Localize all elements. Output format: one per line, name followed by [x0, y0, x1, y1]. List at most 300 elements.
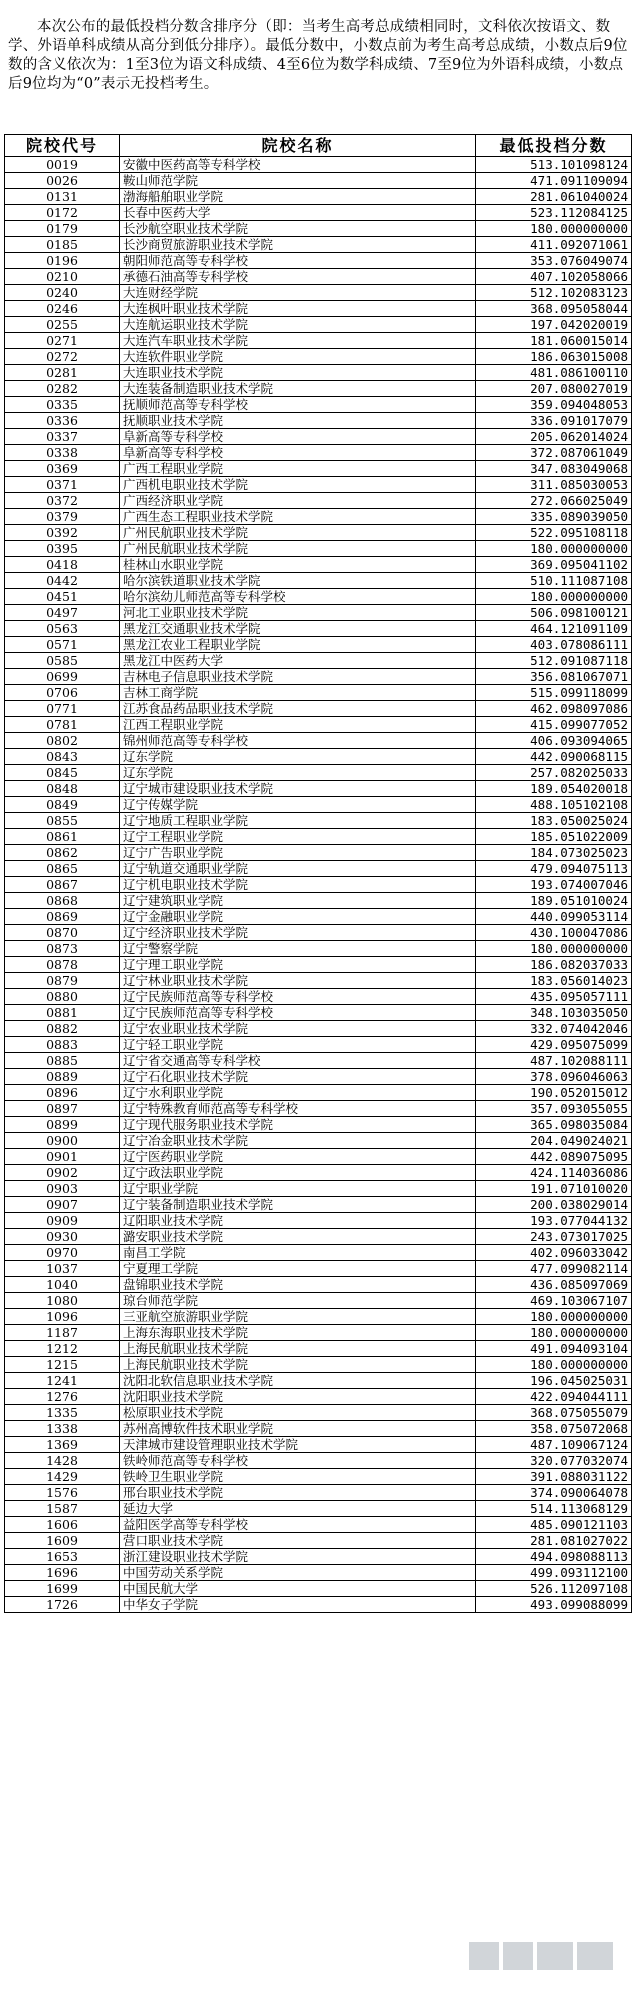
school-name-cell: 广西经济职业学院 — [120, 493, 476, 509]
min-score-cell: 488.105102108 — [476, 797, 632, 813]
school-code-cell: 0970 — [5, 1245, 120, 1261]
table-row — [5, 1149, 632, 1165]
min-score-cell: 494.098088113 — [476, 1549, 632, 1565]
school-name-cell: 吉林工商学院 — [120, 685, 476, 701]
school-name-cell: 大连枫叶职业技术学院 — [120, 301, 476, 317]
school-code-cell: 0281 — [5, 365, 120, 381]
school-code-cell: 0870 — [5, 925, 120, 941]
school-code-cell: 0338 — [5, 445, 120, 461]
school-name-cell: 辽宁装备制造职业技术学院 — [120, 1197, 476, 1213]
min-score-cell: 180.000000000 — [476, 541, 632, 557]
school-code-cell: 1241 — [5, 1373, 120, 1389]
school-code-cell: 0849 — [5, 797, 120, 813]
min-score-cell: 471.091109094 — [476, 173, 632, 189]
min-score-cell: 365.098035084 — [476, 1117, 632, 1133]
table-row — [5, 781, 632, 797]
min-score-cell: 180.000000000 — [476, 1357, 632, 1373]
table-row — [5, 493, 632, 509]
school-name-cell: 长沙商贸旅游职业技术学院 — [120, 237, 476, 253]
school-code-cell: 0282 — [5, 381, 120, 397]
min-score-cell: 411.092071061 — [476, 237, 632, 253]
school-code-cell: 0848 — [5, 781, 120, 797]
school-name-cell: 鞍山师范学院 — [120, 173, 476, 189]
min-score-cell: 207.080027019 — [476, 381, 632, 397]
min-score-cell: 378.096046063 — [476, 1069, 632, 1085]
school-name-cell: 辽宁轻工职业学院 — [120, 1037, 476, 1053]
school-name-cell: 长春中医药大学 — [120, 205, 476, 221]
school-code-cell: 0571 — [5, 637, 120, 653]
school-code-cell: 0868 — [5, 893, 120, 909]
table-row — [5, 717, 632, 733]
table-row — [5, 925, 632, 941]
school-name-cell: 吉林电子信息职业技术学院 — [120, 669, 476, 685]
school-code-cell: 1335 — [5, 1405, 120, 1421]
table-row — [5, 829, 632, 845]
min-score-cell: 257.082025033 — [476, 765, 632, 781]
min-score-cell: 514.113068129 — [476, 1501, 632, 1517]
table-row — [5, 1437, 632, 1453]
school-code-cell: 0371 — [5, 477, 120, 493]
min-score-cell: 348.103035050 — [476, 1005, 632, 1021]
school-name-cell: 辽宁林业职业技术学院 — [120, 973, 476, 989]
school-code-cell: 0395 — [5, 541, 120, 557]
school-code-cell: 0862 — [5, 845, 120, 861]
table-row — [5, 317, 632, 333]
school-code-cell: 0706 — [5, 685, 120, 701]
school-code-cell: 0563 — [5, 621, 120, 637]
school-name-cell: 南昌工学院 — [120, 1245, 476, 1261]
school-name-cell: 阜新高等专科学校 — [120, 429, 476, 445]
school-name-cell: 长沙航空职业技术学院 — [120, 221, 476, 237]
school-code-cell: 0901 — [5, 1149, 120, 1165]
min-score-cell: 429.095075099 — [476, 1037, 632, 1053]
school-code-cell: 0585 — [5, 653, 120, 669]
school-name-cell: 辽宁冶金职业技术学院 — [120, 1133, 476, 1149]
school-name-cell: 营口职业技术学院 — [120, 1533, 476, 1549]
school-code-cell: 0337 — [5, 429, 120, 445]
min-score-cell: 180.000000000 — [476, 1309, 632, 1325]
min-score-cell: 464.121091109 — [476, 621, 632, 637]
table-row — [5, 285, 632, 301]
school-name-cell: 中国民航大学 — [120, 1581, 476, 1597]
min-score-cell: 243.073017025 — [476, 1229, 632, 1245]
min-score-cell: 422.094044111 — [476, 1389, 632, 1405]
school-name-cell: 中华女子学院 — [120, 1597, 476, 1613]
min-score-cell: 477.099082114 — [476, 1261, 632, 1277]
min-score-cell: 181.060015014 — [476, 333, 632, 349]
school-name-cell: 朝阳师范高等专科学校 — [120, 253, 476, 269]
min-score-cell: 515.099118099 — [476, 685, 632, 701]
school-name-cell: 铁岭卫生职业学院 — [120, 1469, 476, 1485]
school-name-cell: 三亚航空旅游职业学院 — [120, 1309, 476, 1325]
school-name-cell: 辽宁理工职业学院 — [120, 957, 476, 973]
school-code-cell: 0392 — [5, 525, 120, 541]
table-body — [5, 157, 632, 1613]
table-row — [5, 893, 632, 909]
school-name-cell: 辽宁民族师范高等专科学校 — [120, 1005, 476, 1021]
table-row — [5, 429, 632, 445]
min-score-cell: 491.094093104 — [476, 1341, 632, 1357]
min-score-cell: 320.077032074 — [476, 1453, 632, 1469]
school-code-cell: 0336 — [5, 413, 120, 429]
school-name-cell: 渤海船舶职业学院 — [120, 189, 476, 205]
school-code-cell: 0873 — [5, 941, 120, 957]
min-score-cell: 430.100047086 — [476, 925, 632, 941]
table-row — [5, 669, 632, 685]
school-name-cell: 广西工程职业学院 — [120, 461, 476, 477]
min-score-cell: 336.091017079 — [476, 413, 632, 429]
school-name-cell: 大连职业技术学院 — [120, 365, 476, 381]
school-name-cell: 益阳医学高等专科学校 — [120, 1517, 476, 1533]
table-header-row — [5, 135, 632, 157]
table-row — [5, 941, 632, 957]
min-score-cell: 368.075055079 — [476, 1405, 632, 1421]
min-score-cell: 185.051022009 — [476, 829, 632, 845]
min-score-cell: 191.071010020 — [476, 1181, 632, 1197]
table-row — [5, 1501, 632, 1517]
school-name-cell: 辽宁轨道交通职业学院 — [120, 861, 476, 877]
table-row — [5, 1453, 632, 1469]
table-row — [5, 1405, 632, 1421]
school-name-cell: 浙江建设职业技术学院 — [120, 1549, 476, 1565]
table-row — [5, 1341, 632, 1357]
min-score-cell: 512.102083123 — [476, 285, 632, 301]
min-score-cell: 180.000000000 — [476, 1325, 632, 1341]
min-score-cell: 368.095058044 — [476, 301, 632, 317]
table-row — [5, 557, 632, 573]
school-name-cell: 阜新高等专科学校 — [120, 445, 476, 461]
school-code-cell: 0196 — [5, 253, 120, 269]
min-score-cell: 180.000000000 — [476, 589, 632, 605]
school-code-cell: 0865 — [5, 861, 120, 877]
min-score-cell: 359.094048053 — [476, 397, 632, 413]
min-score-cell: 190.052015012 — [476, 1085, 632, 1101]
school-name-cell: 大连软件职业学院 — [120, 349, 476, 365]
min-score-cell: 358.075072068 — [476, 1421, 632, 1437]
column-header-min-score: 最低投档分数 — [476, 135, 632, 157]
school-code-cell: 1212 — [5, 1341, 120, 1357]
min-score-cell: 522.095108118 — [476, 525, 632, 541]
min-score-cell: 272.066025049 — [476, 493, 632, 509]
school-code-cell: 0909 — [5, 1213, 120, 1229]
school-code-cell: 0879 — [5, 973, 120, 989]
min-score-cell: 357.093055055 — [476, 1101, 632, 1117]
school-name-cell: 辽东学院 — [120, 749, 476, 765]
min-score-cell: 523.112084125 — [476, 205, 632, 221]
school-code-cell: 0885 — [5, 1053, 120, 1069]
school-code-cell: 0699 — [5, 669, 120, 685]
school-name-cell: 辽宁广告职业学院 — [120, 845, 476, 861]
table-row — [5, 1069, 632, 1085]
min-score-cell: 183.050025024 — [476, 813, 632, 829]
school-name-cell: 延边大学 — [120, 1501, 476, 1517]
school-code-cell: 0903 — [5, 1181, 120, 1197]
table-row — [5, 1533, 632, 1549]
school-code-cell: 0272 — [5, 349, 120, 365]
min-score-cell: 180.000000000 — [476, 221, 632, 237]
min-score-cell: 424.114036086 — [476, 1165, 632, 1181]
table-row — [5, 1469, 632, 1485]
school-name-cell: 宁夏理工学院 — [120, 1261, 476, 1277]
table-row — [5, 381, 632, 397]
school-name-cell: 盘锦职业技术学院 — [120, 1277, 476, 1293]
school-code-cell: 0930 — [5, 1229, 120, 1245]
school-code-cell: 0335 — [5, 397, 120, 413]
school-name-cell: 大连装备制造职业技术学院 — [120, 381, 476, 397]
school-code-cell: 0172 — [5, 205, 120, 221]
min-score-cell: 204.049024021 — [476, 1133, 632, 1149]
table-row — [5, 845, 632, 861]
school-name-cell: 沈阳职业技术学院 — [120, 1389, 476, 1405]
school-name-cell: 辽东学院 — [120, 765, 476, 781]
school-code-cell: 0869 — [5, 909, 120, 925]
min-score-cell: 403.078086111 — [476, 637, 632, 653]
column-header-school-code: 院校代号 — [5, 135, 120, 157]
min-score-cell: 197.042020019 — [476, 317, 632, 333]
min-score-cell: 311.085030053 — [476, 477, 632, 493]
school-name-cell: 黑龙江农业工程职业学院 — [120, 637, 476, 653]
min-score-cell: 442.090068115 — [476, 749, 632, 765]
school-code-cell: 0883 — [5, 1037, 120, 1053]
min-score-cell: 374.090064078 — [476, 1485, 632, 1501]
site-watermark-logo — [467, 1936, 617, 1976]
school-code-cell: 0240 — [5, 285, 120, 301]
school-code-cell: 1080 — [5, 1293, 120, 1309]
school-code-cell: 0246 — [5, 301, 120, 317]
min-score-cell: 184.073025023 — [476, 845, 632, 861]
min-score-cell: 205.062014024 — [476, 429, 632, 445]
table-row — [5, 413, 632, 429]
school-code-cell: 1576 — [5, 1485, 120, 1501]
table-row — [5, 477, 632, 493]
table-row — [5, 733, 632, 749]
table-row — [5, 253, 632, 269]
min-score-cell: 407.102058066 — [476, 269, 632, 285]
min-score-cell: 435.095057111 — [476, 989, 632, 1005]
school-code-cell: 1040 — [5, 1277, 120, 1293]
table-row — [5, 1277, 632, 1293]
table-row — [5, 653, 632, 669]
school-code-cell: 1699 — [5, 1581, 120, 1597]
column-header-school-name: 院校名称 — [120, 135, 476, 157]
school-code-cell: 0902 — [5, 1165, 120, 1181]
school-code-cell: 0880 — [5, 989, 120, 1005]
school-code-cell: 1609 — [5, 1533, 120, 1549]
school-name-cell: 辽宁石化职业技术学院 — [120, 1069, 476, 1085]
school-name-cell: 哈尔滨铁道职业技术学院 — [120, 573, 476, 589]
school-name-cell: 上海东海职业技术学院 — [120, 1325, 476, 1341]
intro-paragraph: 本次公布的最低投档分数含排序分（即：当考生高考总成绩相同时，文科依次按语文、数学、外语单科成绩从高分到低分排序）。最低分数中，小数点前为考生高考总成绩，小数点后9位数的含义依次为：1至3位为语文科成绩、4至6位为数学科成绩、7至9位为外语科成绩，小数点后9位均为“0”表示无投档考生。 — [8, 19, 628, 92]
table-row — [5, 1549, 632, 1565]
min-score-cell: 513.101098124 — [476, 157, 632, 173]
school-name-cell: 黑龙江交通职业技术学院 — [120, 621, 476, 637]
school-name-cell: 辽阳职业技术学院 — [120, 1213, 476, 1229]
min-score-cell: 487.109067124 — [476, 1437, 632, 1453]
min-score-cell: 372.087061049 — [476, 445, 632, 461]
table-row — [5, 637, 632, 653]
school-name-cell: 大连财经学院 — [120, 285, 476, 301]
min-score-cell: 512.091087118 — [476, 653, 632, 669]
school-name-cell: 大连航运职业技术学院 — [120, 317, 476, 333]
table-row — [5, 1293, 632, 1309]
table-row — [5, 269, 632, 285]
school-name-cell: 中国劳动关系学院 — [120, 1565, 476, 1581]
table-row — [5, 205, 632, 221]
table-row — [5, 461, 632, 477]
school-code-cell: 1187 — [5, 1325, 120, 1341]
min-score-cell: 196.045025031 — [476, 1373, 632, 1389]
school-code-cell: 0369 — [5, 461, 120, 477]
school-code-cell: 1369 — [5, 1437, 120, 1453]
min-score-cell: 469.103067107 — [476, 1293, 632, 1309]
school-name-cell: 安徽中医药高等专科学校 — [120, 157, 476, 173]
school-name-cell: 辽宁经济职业技术学院 — [120, 925, 476, 941]
table-row — [5, 1101, 632, 1117]
table-row — [5, 1085, 632, 1101]
school-code-cell: 1096 — [5, 1309, 120, 1325]
table-row — [5, 621, 632, 637]
school-code-cell: 0271 — [5, 333, 120, 349]
table-row — [5, 1005, 632, 1021]
school-code-cell: 0179 — [5, 221, 120, 237]
school-code-cell: 1215 — [5, 1357, 120, 1373]
min-score-cell: 180.000000000 — [476, 941, 632, 957]
school-name-cell: 辽宁传媒学院 — [120, 797, 476, 813]
school-name-cell: 广西生态工程职业技术学院 — [120, 509, 476, 525]
school-code-cell: 1653 — [5, 1549, 120, 1565]
min-score-cell: 415.099077052 — [476, 717, 632, 733]
school-name-cell: 黑龙江中医药大学 — [120, 653, 476, 669]
table-row — [5, 1517, 632, 1533]
min-score-cell: 193.074007046 — [476, 877, 632, 893]
table-row — [5, 957, 632, 973]
school-name-cell: 大连汽车职业技术学院 — [120, 333, 476, 349]
table-row — [5, 1245, 632, 1261]
table-row — [5, 861, 632, 877]
school-name-cell: 辽宁工程职业学院 — [120, 829, 476, 845]
table-row — [5, 1053, 632, 1069]
school-name-cell: 抚顺师范高等专科学校 — [120, 397, 476, 413]
school-code-cell: 0442 — [5, 573, 120, 589]
school-name-cell: 苏州高博软件技术职业学院 — [120, 1421, 476, 1437]
table-row — [5, 1037, 632, 1053]
school-code-cell: 0418 — [5, 557, 120, 573]
table-row — [5, 1197, 632, 1213]
min-score-cell: 186.082037033 — [476, 957, 632, 973]
school-name-cell: 辽宁现代服务职业技术学院 — [120, 1117, 476, 1133]
school-code-cell: 1587 — [5, 1501, 120, 1517]
school-code-cell: 0861 — [5, 829, 120, 845]
school-code-cell: 0372 — [5, 493, 120, 509]
school-code-cell: 0131 — [5, 189, 120, 205]
table-row — [5, 1485, 632, 1501]
school-name-cell: 江西工程职业学院 — [120, 717, 476, 733]
school-code-cell: 0019 — [5, 157, 120, 173]
school-name-cell: 辽宁警察学院 — [120, 941, 476, 957]
table-row — [5, 797, 632, 813]
school-code-cell: 0878 — [5, 957, 120, 973]
school-name-cell: 辽宁民族师范高等专科学校 — [120, 989, 476, 1005]
table-row — [5, 1373, 632, 1389]
table-row — [5, 221, 632, 237]
table-row — [5, 1021, 632, 1037]
table-row — [5, 301, 632, 317]
table-row — [5, 989, 632, 1005]
table-row — [5, 509, 632, 525]
table-row — [5, 1229, 632, 1245]
school-code-cell: 0843 — [5, 749, 120, 765]
table-row — [5, 525, 632, 541]
min-score-cell: 499.093112100 — [476, 1565, 632, 1581]
min-score-cell: 493.099088099 — [476, 1597, 632, 1613]
school-code-cell: 1696 — [5, 1565, 120, 1581]
table-row — [5, 1133, 632, 1149]
school-name-cell: 江苏食品药品职业技术学院 — [120, 701, 476, 717]
school-name-cell: 沈阳北软信息职业技术学院 — [120, 1373, 476, 1389]
table-row — [5, 605, 632, 621]
school-name-cell: 广州民航职业技术学院 — [120, 525, 476, 541]
school-code-cell: 0781 — [5, 717, 120, 733]
table-row — [5, 541, 632, 557]
min-score-cell: 186.063015008 — [476, 349, 632, 365]
min-score-cell: 200.038029014 — [476, 1197, 632, 1213]
school-name-cell: 锦州师范高等专科学校 — [120, 733, 476, 749]
min-score-cell: 506.098100121 — [476, 605, 632, 621]
table-row — [5, 445, 632, 461]
school-code-cell: 0497 — [5, 605, 120, 621]
min-score-cell: 440.099053114 — [476, 909, 632, 925]
min-score-cell: 526.112097108 — [476, 1581, 632, 1597]
school-code-cell: 1726 — [5, 1597, 120, 1613]
table-row — [5, 1261, 632, 1277]
school-name-cell: 辽宁医药职业学院 — [120, 1149, 476, 1165]
school-code-cell: 1606 — [5, 1517, 120, 1533]
table-row — [5, 1309, 632, 1325]
min-score-cell: 183.056014023 — [476, 973, 632, 989]
admission-score-table — [4, 134, 632, 1613]
school-name-cell: 承德石油高等专科学校 — [120, 269, 476, 285]
school-code-cell: 0900 — [5, 1133, 120, 1149]
school-name-cell: 上海民航职业技术学院 — [120, 1341, 476, 1357]
table-row — [5, 973, 632, 989]
table-row — [5, 157, 632, 173]
school-code-cell: 1429 — [5, 1469, 120, 1485]
school-code-cell: 0026 — [5, 173, 120, 189]
table-row — [5, 1213, 632, 1229]
table-row — [5, 1357, 632, 1373]
min-score-cell: 402.096033042 — [476, 1245, 632, 1261]
table-row — [5, 237, 632, 253]
school-name-cell: 桂林山水职业学院 — [120, 557, 476, 573]
school-name-cell: 辽宁城市建设职业技术学院 — [120, 781, 476, 797]
school-name-cell: 琼台师范学院 — [120, 1293, 476, 1309]
school-name-cell: 辽宁建筑职业学院 — [120, 893, 476, 909]
school-name-cell: 辽宁金融职业学院 — [120, 909, 476, 925]
school-code-cell: 1276 — [5, 1389, 120, 1405]
min-score-cell: 189.054020018 — [476, 781, 632, 797]
school-code-cell: 0867 — [5, 877, 120, 893]
min-score-cell: 462.098097086 — [476, 701, 632, 717]
min-score-cell: 481.086100110 — [476, 365, 632, 381]
school-name-cell: 松原职业技术学院 — [120, 1405, 476, 1421]
min-score-cell: 369.095041102 — [476, 557, 632, 573]
school-code-cell: 0889 — [5, 1069, 120, 1085]
min-score-cell: 347.083049068 — [476, 461, 632, 477]
school-code-cell: 0255 — [5, 317, 120, 333]
min-score-cell: 332.074042046 — [476, 1021, 632, 1037]
school-name-cell: 辽宁职业学院 — [120, 1181, 476, 1197]
min-score-cell: 479.094075113 — [476, 861, 632, 877]
